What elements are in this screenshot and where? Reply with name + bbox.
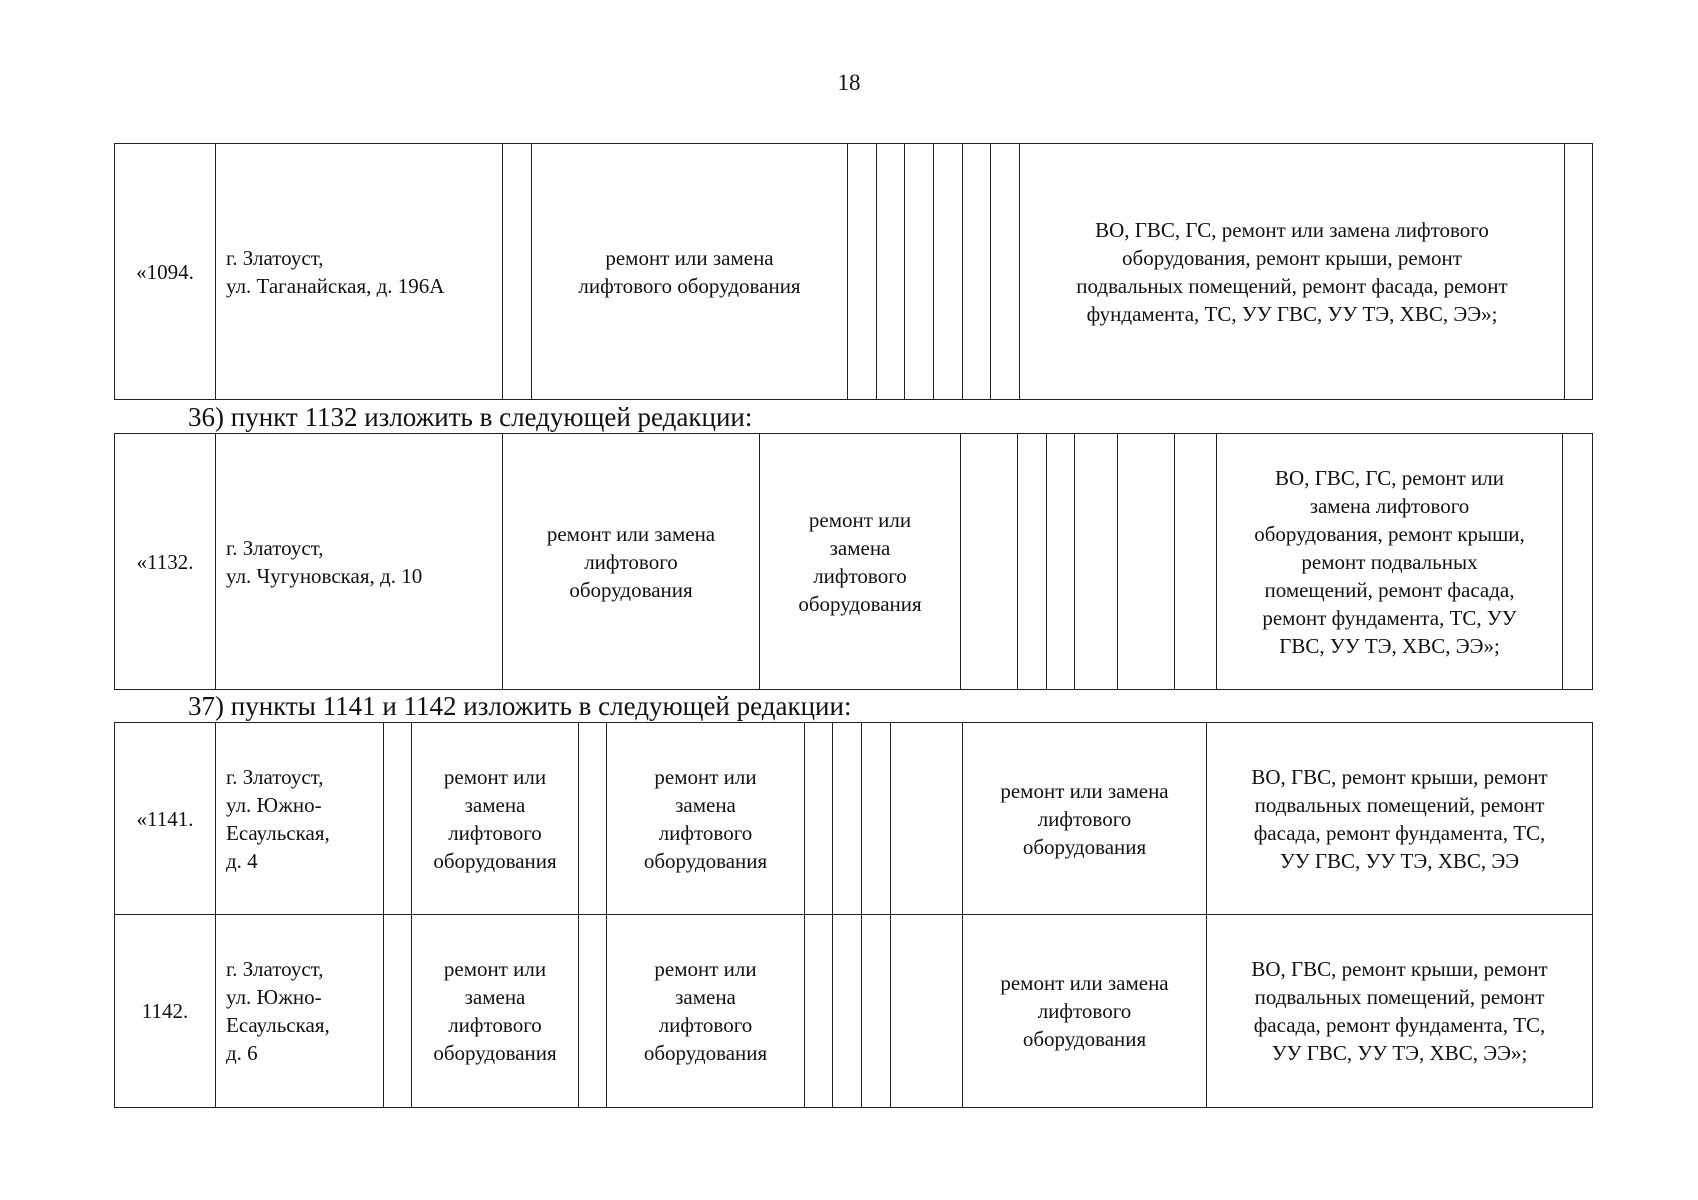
address-cell: г. Златоуст, ул. Таганайская, д. 196А — [216, 144, 503, 400]
table-item-1094 — [114, 143, 1593, 400]
table-items-1141-1142 — [114, 722, 1593, 1108]
instruction-37: 37) пункты 1141 и 1142 изложить в следующей редакции: — [188, 691, 852, 721]
empty-cell — [579, 915, 607, 1108]
empty-cell — [848, 144, 877, 400]
work-cell: ремонт или замена лифтового оборудования — [963, 723, 1207, 915]
empty-cell — [963, 144, 991, 400]
empty-cell — [384, 915, 412, 1108]
item-number: «1141. — [115, 723, 216, 915]
work-cell: ремонт или замена лифтового оборудования — [607, 723, 805, 915]
table-row — [115, 723, 1593, 915]
work-cell: ремонт или замена лифтового оборудования — [607, 915, 805, 1108]
address-cell: г. Златоуст, ул. Чугуновская, д. 10 — [216, 434, 503, 690]
empty-cell — [991, 144, 1020, 400]
empty-cell — [1075, 434, 1118, 690]
works-total-cell: ВО, ГВС, ремонт крыши, ремонт подвальных помещений, ремонт фасада, ремонт фундамента, ТС, УУ ГВС, УУ ТЭ, ХВС, ЭЭ — [1207, 723, 1593, 915]
address-cell: г. Златоуст, ул. Южно- Есаульская, д. 6 — [216, 915, 384, 1108]
empty-cell — [891, 723, 963, 915]
table-row — [115, 915, 1593, 1108]
empty-cell — [1565, 144, 1593, 400]
page-number: 18 — [837, 70, 861, 95]
table-row — [115, 144, 1593, 400]
table-row — [115, 434, 1593, 690]
empty-cell — [891, 915, 963, 1108]
work-cell: ремонт или замена лифтового оборудования — [503, 434, 760, 690]
empty-cell — [961, 434, 1018, 690]
empty-cell — [1118, 434, 1175, 690]
empty-cell — [1563, 434, 1593, 690]
work-cell: ремонт или замена лифтового оборудования — [412, 723, 579, 915]
work-cell: ремонт или замена лифтового оборудования — [412, 915, 579, 1108]
empty-cell — [503, 144, 532, 400]
table-item-1132 — [114, 433, 1593, 690]
empty-cell — [905, 144, 934, 400]
empty-cell — [862, 915, 891, 1108]
works-total-cell: ВО, ГВС, ГС, ремонт или замена лифтового оборудования, ремонт крыши, ремонт подвальных помещений, ремонт фасада, ремонт фундамента, ТС, УУ ГВС, УУ ТЭ, ХВС, ЭЭ»; — [1020, 144, 1565, 400]
item-number: «1094. — [115, 144, 216, 400]
address-cell: г. Златоуст, ул. Южно- Есаульская, д. 4 — [216, 723, 384, 915]
empty-cell — [805, 723, 833, 915]
empty-cell — [805, 915, 833, 1108]
works-total-cell: ВО, ГВС, ремонт крыши, ремонт подвальных помещений, ремонт фасада, ремонт фундамента, ТС, УУ ГВС, УУ ТЭ, ХВС, ЭЭ»; — [1207, 915, 1593, 1108]
empty-cell — [384, 723, 412, 915]
empty-cell — [862, 723, 891, 915]
instruction-36: 36) пункт 1132 изложить в следующей редакции: — [188, 402, 753, 432]
empty-cell — [1175, 434, 1217, 690]
empty-cell — [833, 915, 862, 1108]
item-number: «1132. — [115, 434, 216, 690]
empty-cell — [579, 723, 607, 915]
item-number: 1142. — [115, 915, 216, 1108]
work-cell: ремонт или замена лифтового оборудования — [760, 434, 961, 690]
empty-cell — [934, 144, 963, 400]
empty-cell — [833, 723, 862, 915]
works-total-cell: ВО, ГВС, ГС, ремонт или замена лифтового оборудования, ремонт крыши, ремонт подвальных помещений, ремонт фасада, ремонт фундамента, ТС, УУ ГВС, УУ ТЭ, ХВС, ЭЭ»; — [1217, 434, 1563, 690]
empty-cell — [1047, 434, 1075, 690]
work-cell: ремонт или замена лифтового оборудования — [963, 915, 1207, 1108]
work-cell: ремонт или замена лифтового оборудования — [532, 144, 848, 400]
empty-cell — [877, 144, 905, 400]
empty-cell — [1018, 434, 1047, 690]
